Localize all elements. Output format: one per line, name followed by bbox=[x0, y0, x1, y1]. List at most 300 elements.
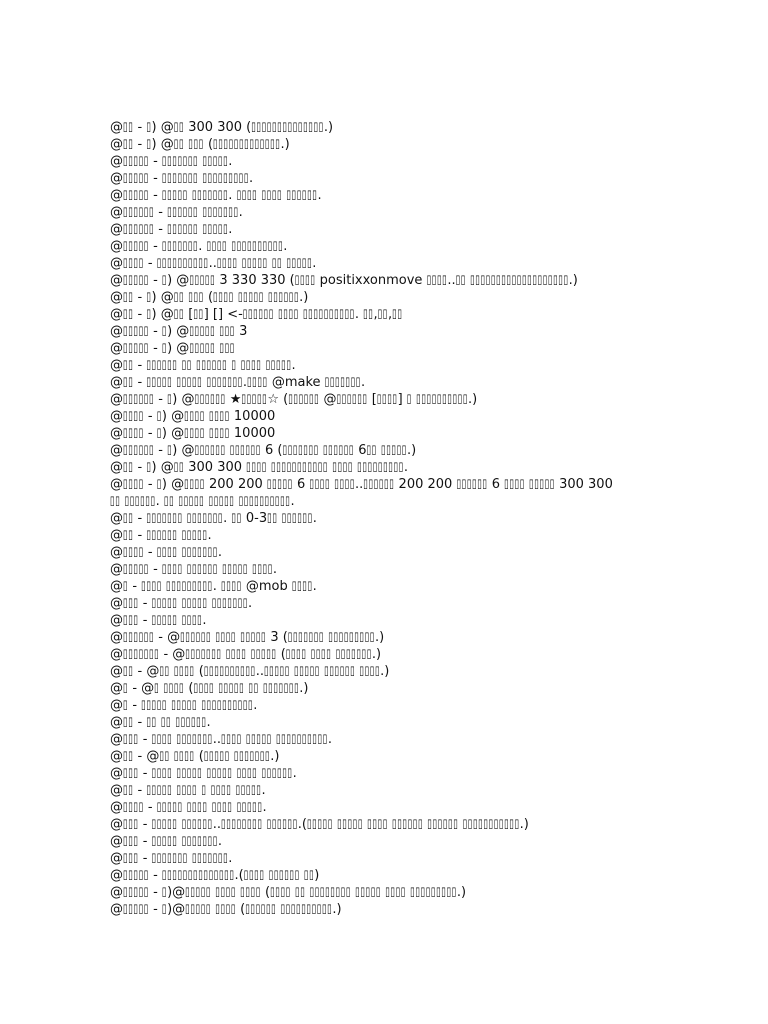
missing-glyph: ▯ bbox=[133, 324, 139, 339]
missing-glyph: ▯ bbox=[197, 732, 202, 747]
missing-glyph: ▯ bbox=[315, 647, 321, 662]
missing-glyph: ▯ bbox=[256, 392, 262, 407]
missing-glyph: ▯ bbox=[396, 443, 402, 458]
missing-glyph: ▯ bbox=[204, 324, 210, 339]
missing-glyph: ▯ bbox=[179, 681, 184, 696]
missing-glyph: ▯ bbox=[233, 137, 239, 152]
missing-glyph: ▯ bbox=[246, 800, 252, 815]
document-line: @▯▯ - ▯▯ ▯▯ ▯▯▯▯▯▯. bbox=[110, 715, 211, 730]
missing-glyph: ▯ bbox=[173, 290, 179, 305]
missing-glyph: ▯ bbox=[167, 239, 172, 254]
missing-glyph: ▯ bbox=[250, 664, 256, 679]
missing-glyph: ▯ bbox=[128, 647, 133, 662]
missing-glyph: ▯ bbox=[207, 562, 213, 577]
missing-glyph: ▯ bbox=[237, 562, 243, 577]
missing-glyph: ▯ bbox=[344, 477, 350, 492]
missing-glyph: ▯ bbox=[190, 902, 196, 917]
missing-glyph: ▯ bbox=[236, 579, 242, 594]
missing-glyph: ▯ bbox=[128, 749, 133, 764]
missing-glyph: ▯ bbox=[143, 171, 149, 186]
missing-glyph: ▯ bbox=[123, 596, 128, 611]
missing-glyph: ▯ bbox=[308, 630, 314, 645]
missing-glyph: ▯ bbox=[345, 375, 351, 390]
missing-glyph: ▯ bbox=[285, 902, 291, 917]
missing-glyph: ▯ bbox=[156, 358, 162, 373]
missing-glyph: ▯ bbox=[223, 171, 228, 186]
missing-glyph: ▯ bbox=[267, 562, 273, 577]
missing-glyph: ▯ bbox=[337, 817, 342, 832]
missing-glyph: ▯ bbox=[207, 732, 213, 747]
missing-glyph: ▯ bbox=[194, 409, 200, 424]
missing-glyph: ▯ bbox=[342, 817, 347, 832]
missing-glyph: ▯ bbox=[178, 494, 184, 509]
missing-glyph: ▯ bbox=[401, 443, 407, 458]
missing-glyph: ▯ bbox=[151, 783, 157, 798]
missing-glyph: ▯ bbox=[216, 256, 222, 271]
missing-glyph: ▯ bbox=[297, 579, 302, 594]
missing-glyph: ▯ bbox=[138, 902, 144, 917]
missing-glyph: ▯ bbox=[359, 630, 365, 645]
missing-glyph: ▯ bbox=[177, 171, 183, 186]
missing-glyph: ▯ bbox=[193, 154, 198, 169]
missing-glyph: ▯ bbox=[257, 375, 263, 390]
missing-glyph: ▯ bbox=[209, 409, 214, 424]
missing-glyph: ▯ bbox=[212, 205, 218, 220]
missing-glyph: ▯ bbox=[212, 562, 218, 577]
missing-glyph: ▯ bbox=[286, 511, 292, 526]
missing-glyph: ▯ bbox=[283, 681, 289, 696]
missing-glyph: ▯ bbox=[161, 341, 167, 356]
missing-glyph: ▯ bbox=[534, 477, 539, 492]
missing-glyph: ▯ bbox=[220, 630, 226, 645]
missing-glyph: ▯ bbox=[178, 120, 184, 135]
missing-glyph: ▯ bbox=[406, 392, 412, 407]
missing-glyph: ▯ bbox=[161, 885, 167, 900]
missing-glyph: ▯ bbox=[236, 817, 242, 832]
missing-glyph: ▯ bbox=[312, 460, 318, 475]
missing-glyph: ▯ bbox=[286, 460, 292, 475]
missing-glyph: ▯ bbox=[187, 154, 193, 169]
missing-glyph: ▯ bbox=[123, 630, 128, 645]
missing-glyph: ▯ bbox=[236, 647, 241, 662]
missing-glyph: ▯ bbox=[187, 239, 193, 254]
missing-glyph: ▯ bbox=[123, 664, 128, 679]
missing-glyph: ▯ bbox=[286, 358, 292, 373]
missing-glyph: ▯ bbox=[243, 868, 249, 883]
missing-glyph: ▯ bbox=[211, 239, 217, 254]
missing-glyph: ▯ bbox=[241, 647, 246, 662]
missing-glyph: ▯ bbox=[461, 477, 467, 492]
missing-glyph: ▯ bbox=[133, 188, 139, 203]
missing-glyph: ▯ bbox=[128, 715, 133, 730]
missing-glyph: ▯ bbox=[289, 868, 295, 883]
missing-glyph: ▯ bbox=[222, 358, 227, 373]
missing-glyph: ▯ bbox=[262, 681, 268, 696]
missing-glyph: ▯ bbox=[193, 137, 199, 152]
missing-glyph: ▯ bbox=[145, 494, 150, 509]
missing-glyph: ▯ bbox=[327, 817, 333, 832]
missing-glyph: ▯ bbox=[156, 732, 162, 747]
missing-glyph: ▯ bbox=[254, 494, 259, 509]
missing-glyph: ▯ bbox=[133, 171, 139, 186]
missing-glyph: ▯ bbox=[151, 732, 157, 747]
missing-glyph: ▯ bbox=[195, 630, 201, 645]
missing-glyph: ▯ bbox=[186, 545, 192, 560]
missing-glyph: ▯ bbox=[193, 222, 198, 237]
missing-glyph: ▯ bbox=[335, 375, 340, 390]
missing-glyph: ▯ bbox=[156, 579, 162, 594]
missing-glyph: ▯ bbox=[263, 664, 269, 679]
missing-glyph: ▯ bbox=[278, 681, 284, 696]
missing-glyph: ▯ bbox=[186, 596, 192, 611]
missing-glyph: ▯ bbox=[167, 154, 172, 169]
missing-glyph: ▯ bbox=[245, 358, 251, 373]
missing-glyph: ▯ bbox=[215, 783, 221, 798]
missing-glyph: ▯ bbox=[207, 205, 213, 220]
missing-glyph: ▯ bbox=[197, 528, 202, 543]
missing-glyph: ▯ bbox=[151, 613, 157, 628]
missing-glyph: ▯ bbox=[301, 188, 307, 203]
missing-glyph: ▯ bbox=[190, 647, 196, 662]
missing-glyph: ▯ bbox=[181, 766, 187, 781]
missing-glyph: ▯ bbox=[309, 868, 314, 883]
missing-glyph: ▯ bbox=[212, 222, 218, 237]
missing-glyph: ▯ bbox=[223, 681, 229, 696]
missing-glyph: ▯ bbox=[185, 630, 190, 645]
missing-glyph: ▯ bbox=[261, 460, 267, 475]
missing-glyph: ▯ bbox=[172, 171, 177, 186]
missing-glyph: ▯ bbox=[314, 392, 319, 407]
missing-glyph: ▯ bbox=[467, 817, 473, 832]
missing-glyph: ▯ bbox=[294, 868, 300, 883]
missing-glyph: ▯ bbox=[161, 613, 167, 628]
missing-glyph: ▯ bbox=[205, 902, 211, 917]
missing-glyph: ▯ bbox=[322, 732, 328, 747]
missing-glyph: ▯ bbox=[272, 477, 277, 492]
missing-glyph: ▯ bbox=[425, 885, 431, 900]
missing-glyph: ▯ bbox=[151, 596, 157, 611]
missing-glyph: ▯ bbox=[177, 154, 183, 169]
missing-glyph: ▯ bbox=[123, 307, 128, 322]
missing-glyph: ▯ bbox=[383, 460, 388, 475]
missing-glyph: ▯ bbox=[218, 494, 224, 509]
missing-glyph: ▯ bbox=[216, 800, 222, 815]
document-line: @▯▯▯ - ▯▯▯▯ ▯▯▯▯▯▯▯..▯▯▯▯ ▯▯▯▯▯ ▯▯▯▯▯▯▯▯▯▯. bbox=[110, 732, 332, 747]
missing-glyph: ▯ bbox=[217, 222, 223, 237]
missing-glyph: ▯ bbox=[219, 749, 225, 764]
missing-glyph: ▯ bbox=[384, 477, 389, 492]
missing-glyph: ▯ bbox=[204, 341, 210, 356]
missing-glyph: ▯ bbox=[277, 120, 282, 135]
missing-glyph: ▯ bbox=[228, 137, 234, 152]
missing-glyph: ▯ bbox=[123, 375, 128, 390]
missing-glyph: ▯ bbox=[204, 443, 210, 458]
missing-glyph: ▯ bbox=[138, 800, 144, 815]
missing-glyph: ▯ bbox=[271, 766, 277, 781]
missing-glyph: ▯ bbox=[312, 732, 317, 747]
missing-glyph: ▯ bbox=[228, 205, 233, 220]
missing-glyph: ▯ bbox=[296, 732, 302, 747]
missing-glyph: ▯ bbox=[301, 732, 307, 747]
missing-glyph: ▯ bbox=[156, 851, 162, 866]
missing-glyph: ▯ bbox=[181, 375, 187, 390]
missing-glyph: ▯ bbox=[426, 273, 432, 288]
missing-glyph: ▯ bbox=[437, 817, 443, 832]
missing-glyph: ▯ bbox=[310, 647, 316, 662]
missing-glyph: ▯ bbox=[123, 426, 128, 441]
missing-glyph: ▯ bbox=[238, 137, 244, 152]
missing-glyph: ▯ bbox=[193, 290, 199, 305]
missing-glyph: ▯ bbox=[363, 477, 368, 492]
missing-glyph: ▯ bbox=[177, 188, 183, 203]
missing-glyph: ▯ bbox=[239, 749, 244, 764]
missing-glyph: ▯ bbox=[148, 222, 154, 237]
missing-glyph: ▯ bbox=[267, 511, 272, 526]
missing-glyph: ▯ bbox=[161, 273, 167, 288]
missing-glyph: ▯ bbox=[387, 392, 392, 407]
missing-glyph: ▯ bbox=[245, 443, 251, 458]
missing-glyph: ▯ bbox=[478, 817, 483, 832]
missing-glyph: ▯ bbox=[123, 698, 128, 713]
missing-glyph: ▯ bbox=[123, 120, 128, 135]
missing-glyph: ▯ bbox=[164, 664, 170, 679]
missing-glyph: ▯ bbox=[128, 902, 133, 917]
missing-glyph: ▯ bbox=[242, 698, 248, 713]
missing-glyph: ▯ bbox=[123, 851, 128, 866]
missing-glyph: ▯ bbox=[349, 630, 354, 645]
missing-glyph: ▯ bbox=[138, 409, 144, 424]
missing-glyph: ▯ bbox=[194, 392, 200, 407]
missing-glyph: ▯ bbox=[241, 766, 247, 781]
missing-glyph: ▯ bbox=[167, 834, 172, 849]
missing-glyph: ▯ bbox=[273, 868, 279, 883]
missing-glyph: ▯ bbox=[246, 766, 252, 781]
missing-glyph: ▯ bbox=[161, 375, 167, 390]
missing-glyph: ▯ bbox=[278, 307, 283, 322]
missing-glyph: ▯ bbox=[341, 392, 347, 407]
missing-glyph: ▯ bbox=[276, 460, 281, 475]
missing-glyph: ▯ bbox=[128, 137, 133, 152]
missing-glyph: ▯ bbox=[123, 358, 128, 373]
missing-glyph: ▯ bbox=[182, 868, 188, 883]
missing-glyph: ▯ bbox=[271, 460, 276, 475]
document-line: @▯▯▯▯▯ - ▯▯▯▯▯ ▯▯▯▯▯▯▯. ▯▯▯▯ ▯▯▯▯ ▯▯▯▯▯▯. bbox=[110, 188, 322, 203]
missing-glyph: ▯ bbox=[227, 256, 232, 271]
missing-glyph: ▯ bbox=[306, 817, 312, 832]
missing-glyph: ▯ bbox=[110, 494, 115, 509]
missing-glyph: ▯ bbox=[321, 902, 327, 917]
missing-glyph: ▯ bbox=[128, 477, 133, 492]
missing-glyph: ▯ bbox=[123, 511, 128, 526]
missing-glyph: ▯ bbox=[271, 188, 277, 203]
missing-glyph: ▯ bbox=[128, 664, 133, 679]
missing-glyph: ▯ bbox=[197, 511, 202, 526]
missing-glyph: ▯ bbox=[161, 868, 167, 883]
missing-glyph: ▯ bbox=[288, 392, 293, 407]
missing-glyph: ▯ bbox=[213, 290, 218, 305]
missing-glyph: ▯ bbox=[167, 188, 172, 203]
missing-glyph: ▯ bbox=[268, 681, 273, 696]
missing-glyph: ▯ bbox=[223, 290, 229, 305]
missing-glyph: ▯ bbox=[161, 545, 167, 560]
document-line: ▯▯ ▯▯▯▯▯▯. ▯▯ ▯▯▯▯▯ ▯▯▯▯▯ ▯▯▯▯▯▯▯▯▯▯. bbox=[110, 494, 295, 509]
missing-glyph: ▯ bbox=[168, 681, 174, 696]
missing-glyph: ▯ bbox=[123, 766, 128, 781]
missing-glyph: ▯ bbox=[123, 171, 128, 186]
missing-glyph: ▯ bbox=[148, 392, 154, 407]
missing-glyph: ▯ bbox=[366, 443, 372, 458]
missing-glyph: ▯ bbox=[133, 154, 139, 169]
missing-glyph: ▯ bbox=[156, 766, 162, 781]
missing-glyph: ▯ bbox=[202, 222, 208, 237]
missing-glyph: ▯ bbox=[133, 885, 139, 900]
missing-glyph: ▯ bbox=[298, 630, 303, 645]
missing-glyph: ▯ bbox=[417, 817, 423, 832]
missing-glyph: ▯ bbox=[176, 783, 182, 798]
missing-glyph: ▯ bbox=[226, 579, 231, 594]
missing-glyph: ▯ bbox=[191, 613, 197, 628]
missing-glyph: ▯ bbox=[161, 902, 167, 917]
missing-glyph: ▯ bbox=[328, 630, 333, 645]
missing-glyph: ▯ bbox=[199, 409, 205, 424]
missing-glyph: ▯ bbox=[212, 851, 218, 866]
missing-glyph: ▯ bbox=[184, 664, 189, 679]
missing-glyph: ▯ bbox=[323, 307, 329, 322]
missing-glyph: ▯ bbox=[128, 392, 133, 407]
missing-glyph: ▯ bbox=[216, 698, 222, 713]
missing-glyph: ▯ bbox=[222, 766, 227, 781]
missing-glyph: ▯ bbox=[181, 783, 187, 798]
missing-glyph: ▯ bbox=[123, 885, 128, 900]
missing-glyph: ▯ bbox=[250, 902, 256, 917]
missing-glyph: ▯ bbox=[312, 817, 317, 832]
missing-glyph: ▯ bbox=[335, 647, 341, 662]
missing-glyph: ▯ bbox=[156, 817, 162, 832]
document-line: @▯▯▯▯▯ - ▯) @▯▯▯▯▯ 3 330 330 (▯▯▯▯ positixxonmove ▯▯▯▯..▯▯ ▯▯▯▯▯▯▯▯▯▯▯▯▯▯▯▯▯▯▯.) bbox=[110, 273, 578, 288]
missing-glyph: ▯ bbox=[282, 766, 287, 781]
missing-glyph: ▯ bbox=[193, 494, 199, 509]
missing-glyph: ▯ bbox=[201, 715, 206, 730]
missing-glyph: ▯ bbox=[197, 562, 202, 577]
missing-glyph: ▯ bbox=[211, 647, 216, 662]
missing-glyph: ▯ bbox=[410, 885, 415, 900]
missing-glyph: ▯ bbox=[248, 681, 254, 696]
missing-glyph: ▯ bbox=[123, 154, 128, 169]
missing-glyph: ▯ bbox=[303, 120, 308, 135]
missing-glyph: ▯ bbox=[261, 647, 266, 662]
missing-glyph: ▯ bbox=[275, 358, 281, 373]
missing-glyph: ▯ bbox=[143, 647, 149, 662]
missing-glyph: ▯ bbox=[220, 392, 226, 407]
missing-glyph: ▯ bbox=[186, 817, 192, 832]
missing-glyph: ▯ bbox=[271, 256, 277, 271]
missing-glyph: ▯ bbox=[143, 239, 149, 254]
missing-glyph: ▯ bbox=[128, 290, 133, 305]
missing-glyph: ▯ bbox=[210, 324, 215, 339]
missing-glyph: ▯ bbox=[123, 477, 128, 492]
missing-glyph: ▯ bbox=[229, 494, 234, 509]
missing-glyph: ▯ bbox=[270, 358, 276, 373]
missing-glyph: ▯ bbox=[329, 664, 334, 679]
missing-glyph: ▯ bbox=[195, 885, 201, 900]
missing-glyph: ▯ bbox=[462, 817, 468, 832]
missing-glyph: ▯ bbox=[270, 137, 275, 152]
missing-glyph: ▯ bbox=[143, 188, 149, 203]
missing-glyph: ▯ bbox=[232, 562, 238, 577]
missing-glyph: ▯ bbox=[222, 562, 227, 577]
missing-glyph: ▯ bbox=[191, 188, 197, 203]
missing-glyph: ▯ bbox=[516, 273, 522, 288]
missing-glyph: ▯ bbox=[203, 681, 209, 696]
missing-glyph: ▯ bbox=[257, 256, 262, 271]
missing-glyph: ▯ bbox=[286, 732, 292, 747]
missing-glyph: ▯ bbox=[201, 698, 206, 713]
missing-glyph: ▯ bbox=[146, 358, 152, 373]
missing-glyph: ▯ bbox=[298, 392, 304, 407]
missing-glyph: ▯ bbox=[397, 307, 402, 322]
missing-glyph: ▯ bbox=[143, 324, 149, 339]
missing-glyph: ▯ bbox=[146, 290, 152, 305]
missing-glyph: ▯ bbox=[150, 494, 156, 509]
missing-glyph: ▯ bbox=[143, 902, 149, 917]
missing-glyph: ▯ bbox=[138, 256, 144, 271]
missing-glyph: ▯ bbox=[210, 443, 215, 458]
missing-glyph: ▯ bbox=[186, 732, 192, 747]
missing-glyph: ▯ bbox=[181, 358, 187, 373]
missing-glyph: ▯ bbox=[128, 375, 133, 390]
missing-glyph: ▯ bbox=[313, 443, 319, 458]
missing-glyph: ▯ bbox=[133, 205, 139, 220]
document-line: @▯▯▯▯▯ - ▯▯▯▯▯▯▯. ▯▯▯▯ ▯▯▯▯▯▯▯▯▯▯. bbox=[110, 239, 288, 254]
missing-glyph: ▯ bbox=[167, 511, 172, 526]
missing-glyph: ▯ bbox=[224, 664, 230, 679]
missing-glyph: ▯ bbox=[345, 647, 351, 662]
missing-glyph: ▯ bbox=[227, 766, 232, 781]
missing-glyph: ▯ bbox=[344, 664, 350, 679]
missing-glyph: ▯ bbox=[167, 851, 172, 866]
missing-glyph: ▯ bbox=[436, 273, 442, 288]
missing-glyph: ▯ bbox=[186, 766, 192, 781]
missing-glyph: ▯ bbox=[372, 460, 378, 475]
missing-glyph: ▯ bbox=[187, 205, 193, 220]
missing-glyph: ▯ bbox=[427, 817, 432, 832]
missing-glyph: ▯ bbox=[190, 630, 196, 645]
missing-glyph: ▯ bbox=[349, 307, 355, 322]
missing-glyph: ▯ bbox=[212, 834, 218, 849]
missing-glyph: ▯ bbox=[123, 290, 128, 305]
missing-glyph: ▯ bbox=[128, 120, 133, 135]
missing-glyph: ▯ bbox=[297, 120, 303, 135]
missing-glyph: ▯ bbox=[194, 426, 200, 441]
missing-glyph: ▯ bbox=[146, 579, 152, 594]
missing-glyph: ▯ bbox=[210, 783, 216, 798]
missing-glyph: ▯ bbox=[375, 885, 381, 900]
missing-glyph: ▯ bbox=[128, 273, 133, 288]
missing-glyph: ▯ bbox=[202, 545, 208, 560]
missing-glyph: ▯ bbox=[264, 494, 270, 509]
missing-glyph: ▯ bbox=[377, 307, 383, 322]
missing-glyph: ▯ bbox=[285, 494, 290, 509]
missing-glyph: ▯ bbox=[242, 562, 248, 577]
missing-glyph: ▯ bbox=[250, 443, 256, 458]
missing-glyph: ▯ bbox=[477, 477, 482, 492]
missing-glyph: ▯ bbox=[123, 137, 128, 152]
missing-glyph: ▯ bbox=[186, 834, 192, 849]
document-line: @▯▯▯▯ - ▯▯▯▯▯▯▯▯▯▯..▯▯▯▯ ▯▯▯▯▯ ▯▯ ▯▯▯▯▯. bbox=[110, 256, 317, 271]
missing-glyph: ▯ bbox=[326, 647, 331, 662]
missing-glyph: ▯ bbox=[128, 851, 133, 866]
missing-glyph: ▯ bbox=[480, 273, 486, 288]
